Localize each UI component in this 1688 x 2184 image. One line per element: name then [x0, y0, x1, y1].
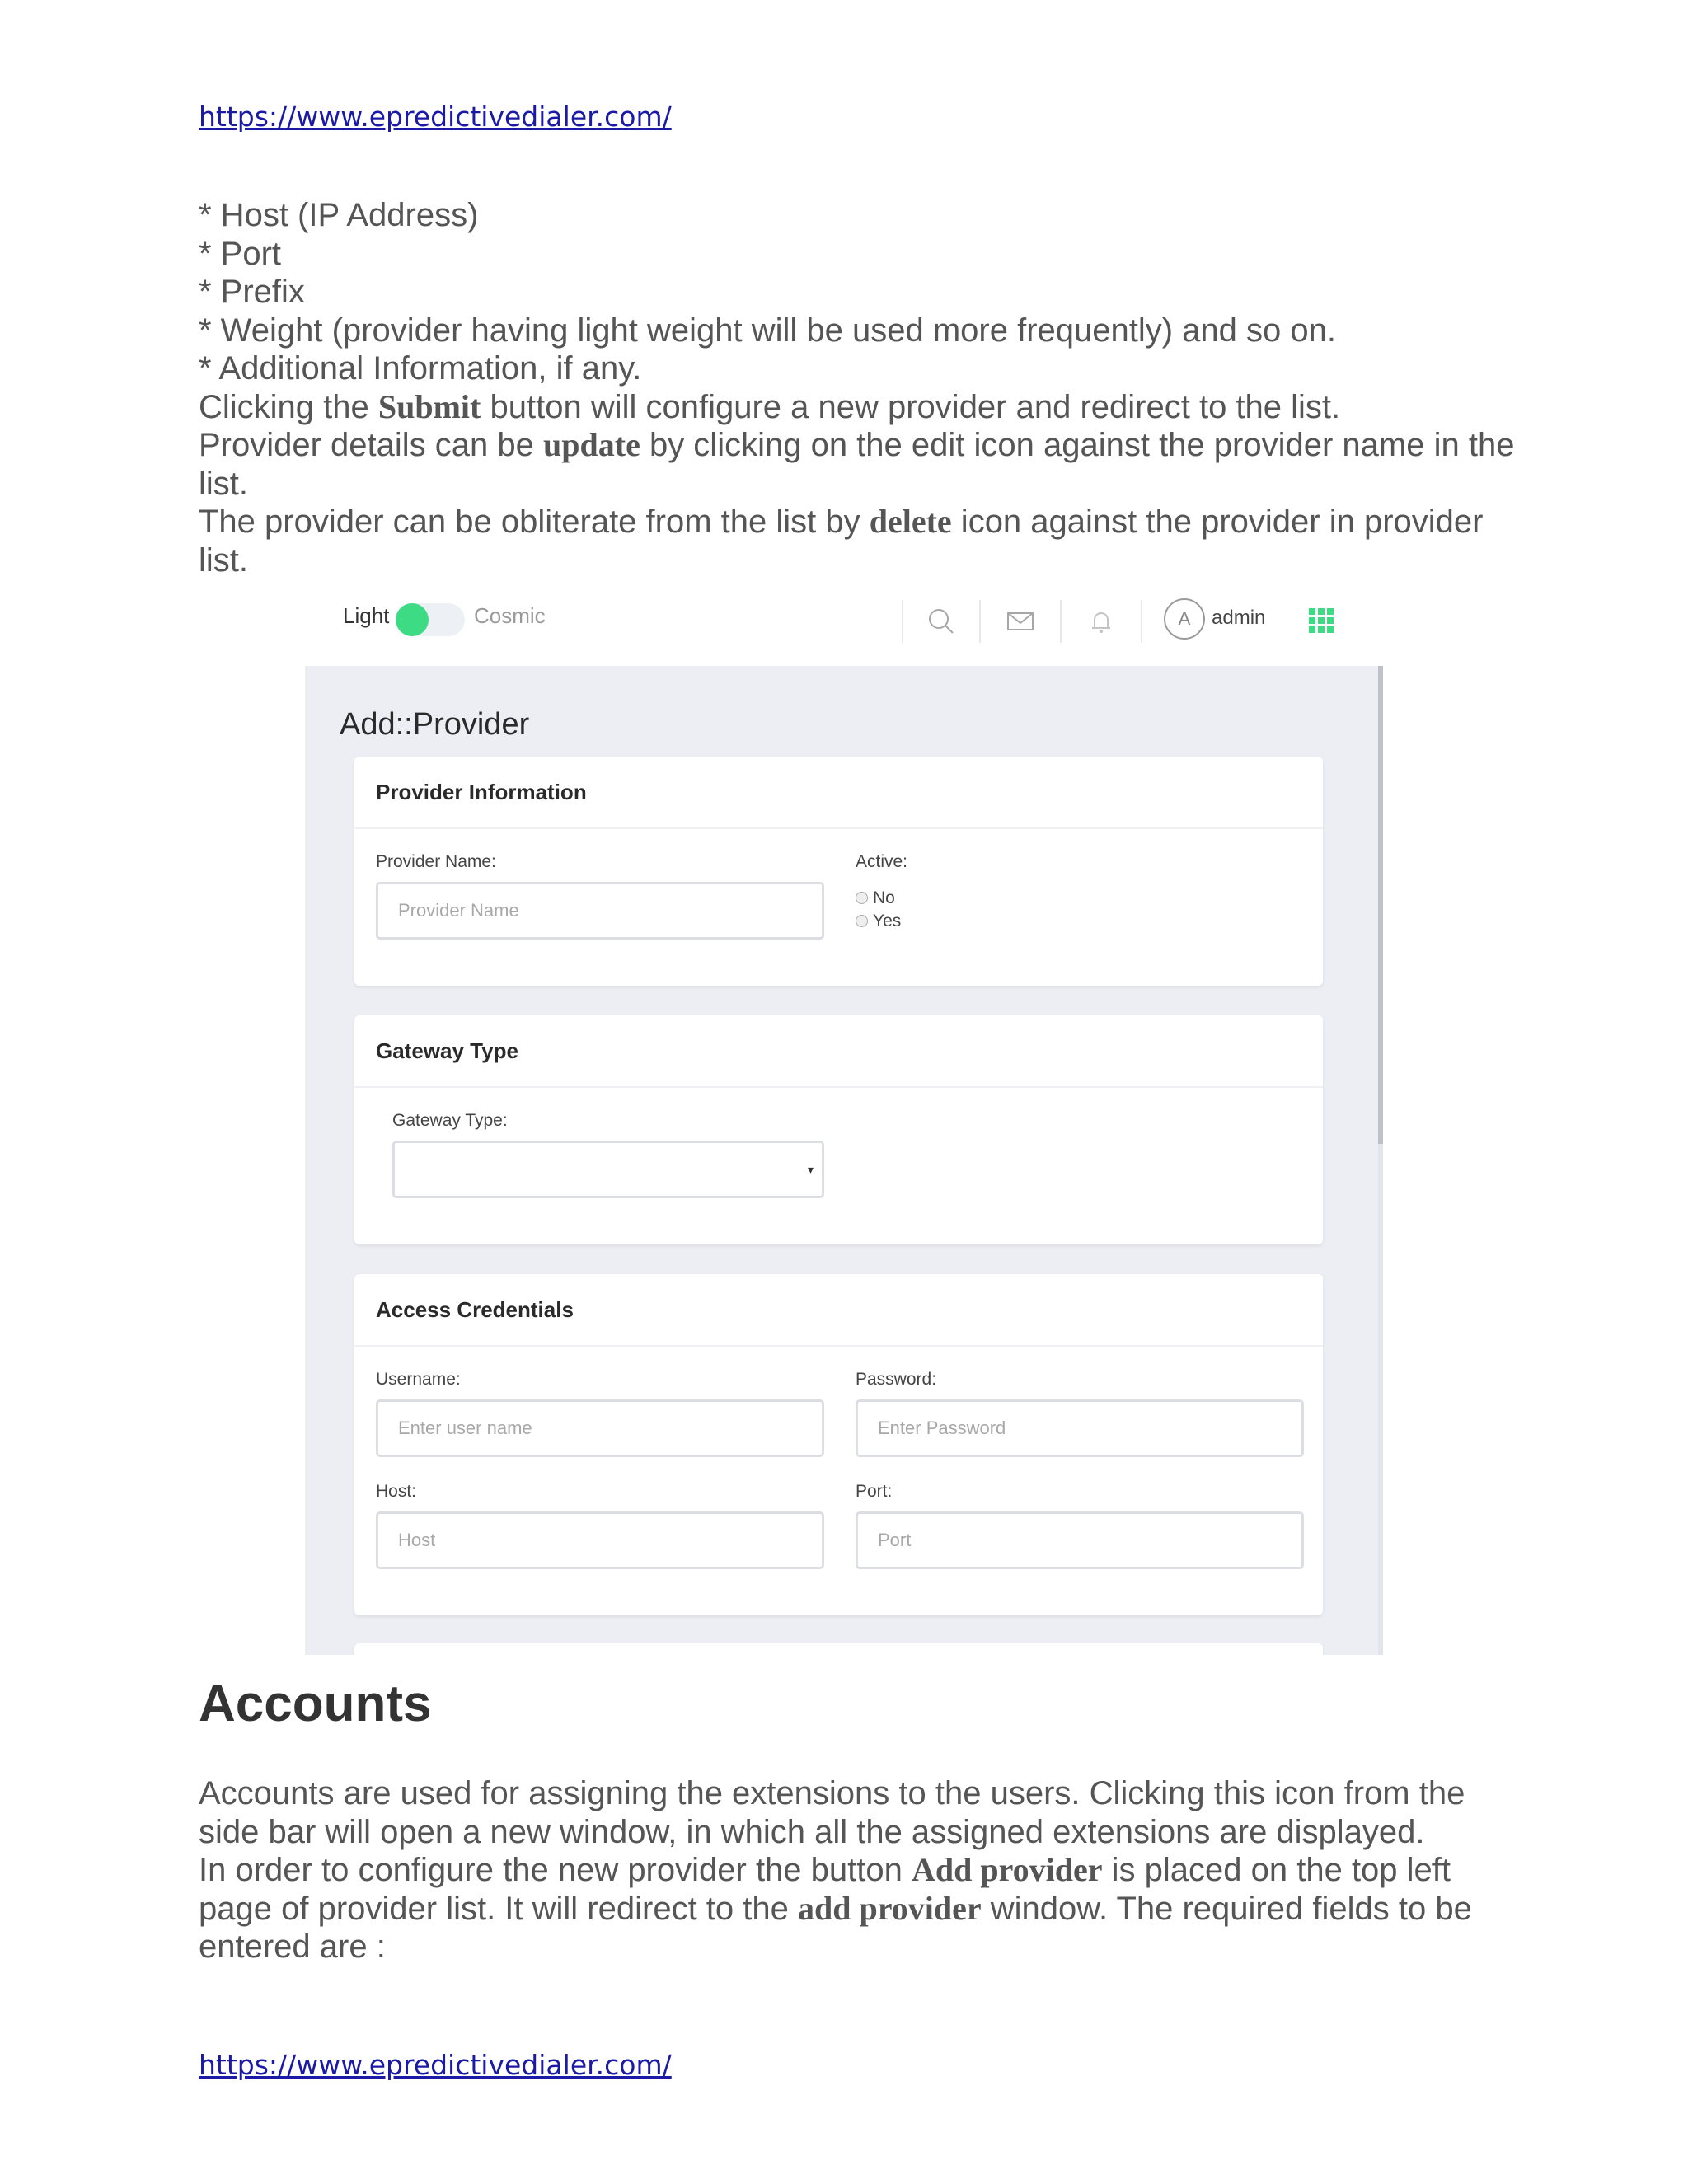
chevron-down-icon: ▾ — [807, 1163, 814, 1176]
add-bold2: add provider — [798, 1889, 982, 1927]
intro-text — [199, 196, 1517, 579]
app-header — [305, 587, 1383, 664]
accounts-line2 — [199, 1851, 1517, 1966]
host-input[interactable]: Host — [376, 1511, 824, 1569]
theme-cosmic-label: Cosmic — [474, 603, 546, 628]
radio-no-label: No — [873, 888, 895, 907]
user-name[interactable]: admin — [1212, 607, 1266, 629]
bullet-weight: * Weight (provider having light weight will be used more frequently) and so on. — [199, 312, 1336, 349]
access-credentials-card — [354, 1274, 1323, 1615]
card-title: Gateway Type — [354, 1015, 1323, 1088]
radio-icon[interactable] — [856, 915, 868, 927]
search-icon[interactable] — [925, 605, 958, 638]
page-title: Add::Provider — [340, 707, 530, 742]
divider — [902, 600, 903, 643]
apps-grid-icon[interactable] — [1309, 608, 1334, 633]
delete-pre: The provider can be obliterate from the list by — [199, 504, 870, 540]
scrollbar[interactable] — [1378, 666, 1383, 1655]
bullet-port: * Port — [199, 235, 282, 272]
port-label: Port: — [856, 1482, 893, 1501]
accounts-text — [199, 1774, 1517, 1966]
add-pre: In order to configure the new provider the button — [199, 1852, 912, 1888]
submit-sentence — [199, 388, 1517, 427]
host-label: Host: — [376, 1482, 417, 1501]
theme-toggle[interactable] — [396, 603, 465, 636]
avatar[interactable]: A — [1164, 598, 1205, 640]
delete-bold: delete — [869, 503, 952, 540]
bullet-host: * Host (IP Address) — [199, 197, 479, 233]
toggle-knob — [396, 603, 429, 636]
update-pre: Provider details can be — [199, 427, 544, 463]
add-bold: Add provider — [911, 1851, 1103, 1888]
accounts-heading: Accounts — [199, 1675, 432, 1732]
accounts-line1: Accounts are used for assigning the extensions to the users. Clicking this icon from the side bar will open a new window, in which all the assigned extensions are displayed. — [199, 1775, 1465, 1850]
bell-icon[interactable] — [1085, 605, 1118, 638]
embedded-app-screenshot — [305, 587, 1383, 1655]
submit-bold: Submit — [377, 387, 481, 425]
add-post: window. The required fields to be entered are : — [199, 1890, 1472, 1965]
password-label: Password: — [856, 1370, 937, 1389]
delete-post: icon against the provider in provider list. — [199, 504, 1484, 579]
header-link[interactable]: https://www.epredictivedialer.com/ — [199, 101, 672, 133]
update-sentence — [199, 426, 1517, 503]
provider-information-card — [354, 757, 1323, 986]
password-input[interactable]: Enter Password — [856, 1399, 1304, 1457]
footer-link[interactable]: https://www.epredictivedialer.com/ — [199, 2049, 672, 2081]
username-input[interactable]: Enter user name — [376, 1399, 824, 1457]
bullet-prefix: * Prefix — [199, 274, 305, 310]
username-label: Username: — [376, 1370, 461, 1389]
app-body — [305, 666, 1383, 1655]
active-label: Active: — [856, 852, 908, 871]
gateway-type-label: Gateway Type: — [392, 1111, 508, 1130]
theme-light-label: Light — [343, 603, 390, 628]
divider — [979, 600, 981, 643]
radio-yes-label: Yes — [873, 912, 902, 930]
bullet-additional: * Additional Information, if any. — [199, 350, 642, 387]
add-mid: is placed on the top left page of provider list. It will redirect to the — [199, 1852, 1451, 1927]
divider — [1060, 600, 1062, 643]
submit-post: button will configure a new provider and redirect to the list. — [481, 388, 1341, 425]
update-bold: update — [543, 426, 640, 463]
radio-icon[interactable] — [856, 892, 868, 904]
radio-yes[interactable] — [856, 912, 901, 931]
provider-name-input[interactable]: Provider Name — [376, 882, 824, 940]
update-post: by clicking on the edit icon against the provider name in the list. — [199, 427, 1515, 502]
submit-pre: Clicking the — [199, 388, 378, 425]
provider-name-label: Provider Name: — [376, 852, 496, 871]
radio-no[interactable] — [856, 888, 895, 908]
next-card-partial — [354, 1643, 1323, 1655]
gateway-type-card — [354, 1015, 1323, 1244]
scrollbar-thumb[interactable] — [1378, 666, 1383, 1144]
port-input[interactable]: Port — [856, 1511, 1304, 1569]
mail-icon[interactable] — [1004, 605, 1037, 638]
card-title: Provider Information — [354, 757, 1323, 829]
delete-sentence — [199, 503, 1517, 579]
gateway-type-select[interactable] — [392, 1141, 824, 1198]
divider — [1141, 600, 1142, 643]
card-title: Access Credentials — [354, 1274, 1323, 1347]
